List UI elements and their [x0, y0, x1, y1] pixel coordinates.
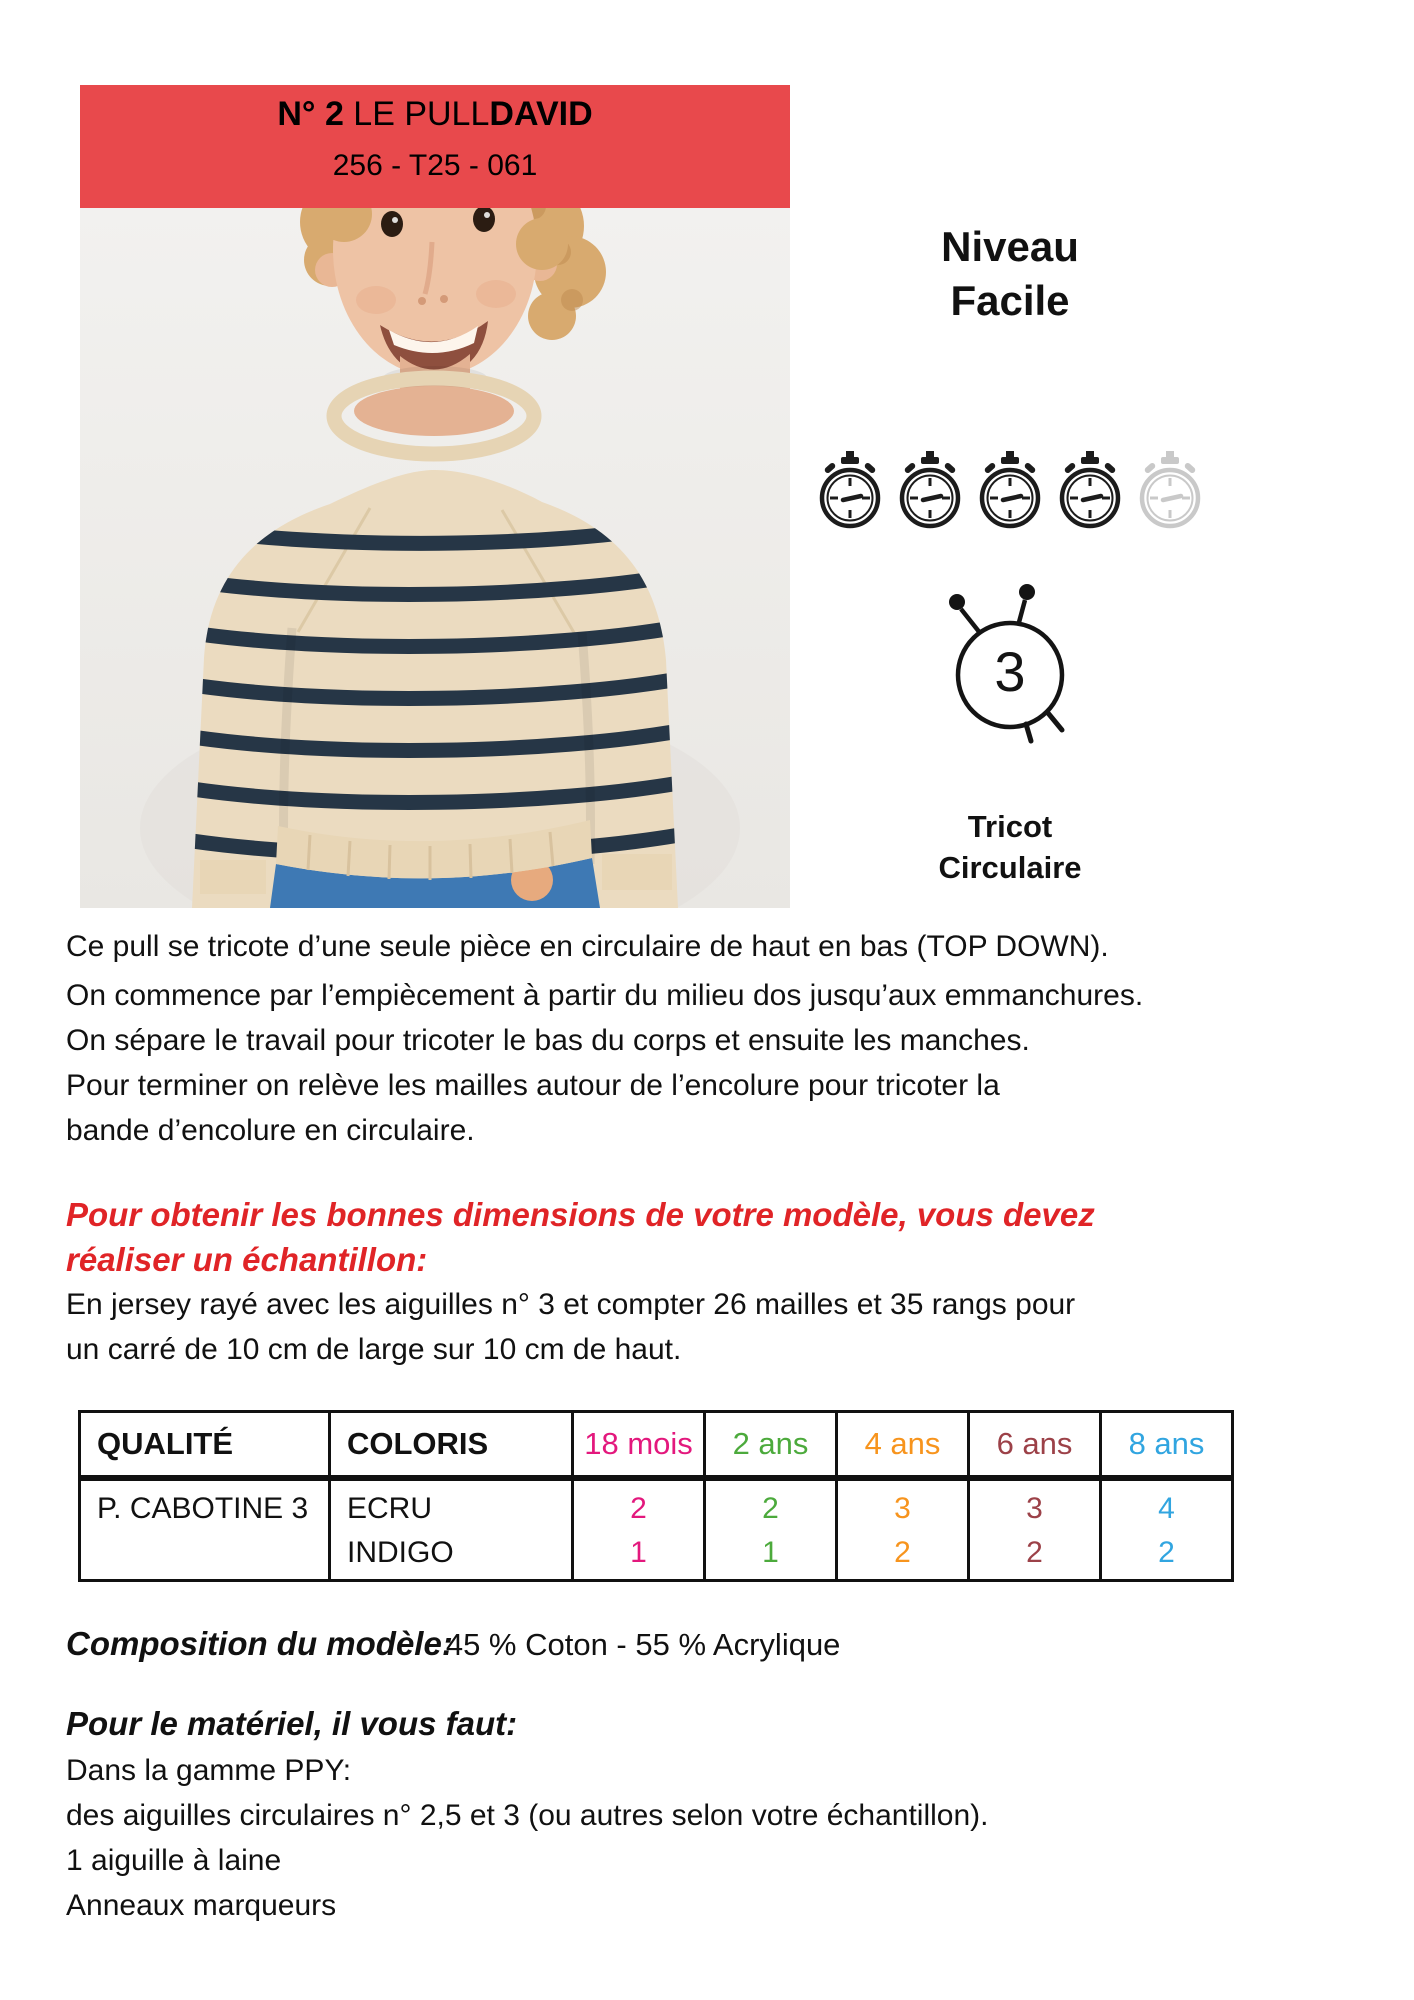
intro-line: Ce pull se tricote d’une seule pièce en circulaire de haut en bas (TOP DOWN).: [66, 930, 1109, 963]
technique-line2: Circulaire: [938, 850, 1082, 885]
table-header-row: [80, 1412, 1233, 1479]
column-header-size: 8 ans: [1101, 1412, 1233, 1479]
quantity-value: 1: [762, 1536, 779, 1569]
materials-line: Dans la gamme PPY:: [66, 1754, 352, 1787]
quantity-value: 1: [630, 1536, 647, 1569]
yarn-quantity-table: [78, 1410, 1234, 1582]
intro-line: On commence par l’empiècement à partir du milieu dos jusqu’aux emmanchures.: [66, 979, 1144, 1012]
yarn-color-name: ECRU: [347, 1492, 433, 1525]
intro-line: bande d’encolure en circulaire.: [66, 1114, 475, 1147]
yarn-color-cell: [330, 1478, 573, 1581]
quantity-cell: [969, 1478, 1101, 1581]
needle-size-number: 3: [994, 640, 1026, 703]
composition-line: [66, 1622, 1406, 1667]
composition-value: 45 % Coton - 55 % Acrylique: [445, 1627, 841, 1662]
level-label: [810, 220, 1210, 328]
quantity-cell: [573, 1478, 705, 1581]
quantity-value: 4: [1158, 1492, 1175, 1525]
column-header-coloris: COLORIS: [330, 1412, 573, 1479]
gauge-text-line: un carré de 10 cm de large sur 10 cm de haut.: [66, 1333, 682, 1366]
quantity-cell: [1101, 1478, 1233, 1581]
materials-line: 1 aiguille à laine: [66, 1844, 282, 1877]
pattern-banner: [80, 85, 790, 208]
pattern-title: [80, 85, 790, 133]
pattern-title-mid: LE PULL: [353, 95, 490, 133]
quantity-value: 2: [762, 1492, 779, 1525]
gauge-heading-line: Pour obtenir les bonnes dimensions de votre modèle, vous devez: [66, 1196, 1095, 1233]
model-photo-illustration: [80, 208, 790, 908]
technique-label: [810, 806, 1210, 888]
intro-line: Pour terminer on relève les mailles autour de l’encolure pour tricoter la: [66, 1069, 1000, 1102]
stopwatch-icon: [977, 451, 1043, 538]
info-column: [810, 208, 1210, 908]
yarn-quality-cell: P. CABOTINE 3: [80, 1478, 330, 1581]
pattern-number: N° 2: [277, 95, 354, 133]
stopwatch-icon: [897, 451, 963, 538]
quantity-cell: [705, 1478, 837, 1581]
quantity-value: 3: [894, 1492, 911, 1525]
level-line2: Facile: [950, 277, 1070, 324]
gauge-section: [66, 1192, 1406, 1372]
materials-section: [66, 1700, 1406, 1928]
column-header-size: 6 ans: [969, 1412, 1101, 1479]
gauge-text-line: En jersey rayé avec les aiguilles n° 3 et compter 26 mailles et 35 rangs pour: [66, 1288, 1076, 1321]
quantity-value: 2: [894, 1536, 911, 1569]
yarn-color-name: INDIGO: [347, 1536, 454, 1569]
column-header-quality: QUALITÉ: [80, 1412, 330, 1479]
column-header-size: 4 ans: [837, 1412, 969, 1479]
column-header-size: 2 ans: [705, 1412, 837, 1479]
quantity-value: 2: [1026, 1536, 1043, 1569]
difficulty-rating: [810, 451, 1210, 538]
materials-line: Anneaux marqueurs: [66, 1889, 337, 1922]
quantity-value: 3: [1026, 1492, 1043, 1525]
stopwatch-icon-faded: [1137, 451, 1203, 538]
intro-line: On sépare le travail pour tricoter le bas du corps et ensuite les manches.: [66, 1024, 1030, 1057]
technique-line1: Tricot: [967, 809, 1053, 844]
gauge-heading-line: réaliser un échantillon:: [66, 1241, 428, 1278]
stopwatch-icon: [817, 451, 883, 538]
pattern-model-name: DAVID: [489, 95, 593, 133]
stopwatch-icon: [1057, 451, 1123, 538]
materials-line: des aiguilles circulaires n° 2,5 et 3 (ou autres selon votre échantillon).: [66, 1799, 989, 1832]
quantity-value: 2: [630, 1492, 647, 1525]
level-line1: Niveau: [941, 223, 1079, 270]
quantity-cell: [837, 1478, 969, 1581]
quantity-value: 2: [1158, 1536, 1175, 1569]
table-data-row: [80, 1478, 1233, 1581]
column-header-size: 18 mois: [573, 1412, 705, 1479]
pattern-reference: 256 - T25 - 061: [332, 149, 538, 182]
intro-paragraph: [66, 924, 1406, 1153]
model-photo: [80, 208, 790, 908]
composition-label: Composition du modèle:: [66, 1625, 453, 1662]
yarn-weight-badge: [910, 580, 1110, 745]
materials-heading: Pour le matériel, il vous faut:: [66, 1705, 518, 1742]
